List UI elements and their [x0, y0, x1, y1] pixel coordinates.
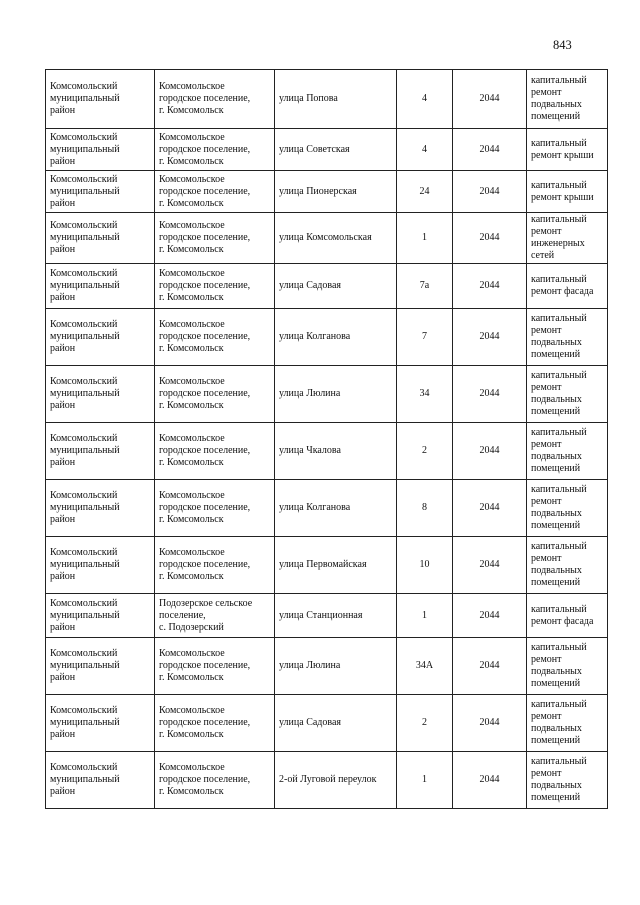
street-cell: улица Садовая	[275, 264, 397, 309]
house-number-cell: 1	[397, 594, 453, 638]
work-type-cell: капитальный ремонт подвальных помещений	[527, 638, 608, 695]
house-number-cell: 8	[397, 480, 453, 537]
settlement-cell: Комсомольское городское поселение, г. Комсомольск	[155, 638, 275, 695]
street-cell: улица Колганова	[275, 309, 397, 366]
table-row	[46, 264, 608, 309]
year-cell: 2044	[453, 309, 527, 366]
table-row	[46, 480, 608, 537]
work-type-cell: капитальный ремонт подвальных помещений	[527, 309, 608, 366]
table-row	[46, 594, 608, 638]
year-cell: 2044	[453, 171, 527, 213]
work-type-cell: капитальный ремонт фасада	[527, 594, 608, 638]
year-cell: 2044	[453, 752, 527, 809]
settlement-cell: Комсомольское городское поселение, г. Комсомольск	[155, 129, 275, 171]
street-cell: улица Первомайская	[275, 537, 397, 594]
work-type-cell: капитальный ремонт крыши	[527, 171, 608, 213]
street-cell: улица Комсомольская	[275, 213, 397, 264]
settlement-cell: Подозерское сельское поселение, с. Подозерский	[155, 594, 275, 638]
settlement-cell: Комсомольское городское поселение, г. Комсомольск	[155, 70, 275, 129]
district-cell: Комсомольский муниципальный район	[46, 213, 155, 264]
street-cell: улица Люлина	[275, 366, 397, 423]
work-type-cell: капитальный ремонт подвальных помещений	[527, 70, 608, 129]
year-cell: 2044	[453, 129, 527, 171]
page-number: 843	[553, 38, 572, 52]
work-type-cell: капитальный ремонт подвальных помещений	[527, 423, 608, 480]
settlement-cell: Комсомольское городское поселение, г. Комсомольск	[155, 423, 275, 480]
house-number-cell: 2	[397, 695, 453, 752]
year-cell: 2044	[453, 594, 527, 638]
table-row	[46, 129, 608, 171]
street-cell: улица Чкалова	[275, 423, 397, 480]
district-cell: Комсомольский муниципальный район	[46, 480, 155, 537]
district-cell: Комсомольский муниципальный район	[46, 695, 155, 752]
district-cell: Комсомольский муниципальный район	[46, 309, 155, 366]
street-cell: 2-ой Луговой переулок	[275, 752, 397, 809]
settlement-cell: Комсомольское городское поселение, г. Комсомольск	[155, 309, 275, 366]
repair-schedule-table	[45, 69, 608, 809]
work-type-cell: капитальный ремонт подвальных помещений	[527, 537, 608, 594]
house-number-cell: 24	[397, 171, 453, 213]
table-row	[46, 638, 608, 695]
house-number-cell: 7	[397, 309, 453, 366]
district-cell: Комсомольский муниципальный район	[46, 171, 155, 213]
district-cell: Комсомольский муниципальный район	[46, 537, 155, 594]
table-row	[46, 752, 608, 809]
settlement-cell: Комсомольское городское поселение, г. Комсомольск	[155, 537, 275, 594]
house-number-cell: 4	[397, 129, 453, 171]
table-row	[46, 70, 608, 129]
year-cell: 2044	[453, 423, 527, 480]
street-cell: улица Станционная	[275, 594, 397, 638]
house-number-cell: 2	[397, 423, 453, 480]
settlement-cell: Комсомольское городское поселение, г. Комсомольск	[155, 480, 275, 537]
street-cell: улица Пионерская	[275, 171, 397, 213]
year-cell: 2044	[453, 638, 527, 695]
district-cell: Комсомольский муниципальный район	[46, 264, 155, 309]
street-cell: улица Люлина	[275, 638, 397, 695]
table-row	[46, 213, 608, 264]
work-type-cell: капитальный ремонт подвальных помещений	[527, 480, 608, 537]
table-row	[46, 423, 608, 480]
year-cell: 2044	[453, 70, 527, 129]
work-type-cell: капитальный ремонт подвальных помещений	[527, 752, 608, 809]
house-number-cell: 7а	[397, 264, 453, 309]
district-cell: Комсомольский муниципальный район	[46, 423, 155, 480]
year-cell: 2044	[453, 264, 527, 309]
district-cell: Комсомольский муниципальный район	[46, 70, 155, 129]
settlement-cell: Комсомольское городское поселение, г. Комсомольск	[155, 752, 275, 809]
table-row	[46, 309, 608, 366]
work-type-cell: капитальный ремонт инженерных сетей	[527, 213, 608, 264]
work-type-cell: капитальный ремонт крыши	[527, 129, 608, 171]
house-number-cell: 1	[397, 213, 453, 264]
house-number-cell: 34А	[397, 638, 453, 695]
settlement-cell: Комсомольское городское поселение, г. Комсомольск	[155, 366, 275, 423]
table-body	[46, 70, 608, 809]
house-number-cell: 4	[397, 70, 453, 129]
district-cell: Комсомольский муниципальный район	[46, 594, 155, 638]
work-type-cell: капитальный ремонт фасада	[527, 264, 608, 309]
house-number-cell: 34	[397, 366, 453, 423]
table-row	[46, 171, 608, 213]
district-cell: Комсомольский муниципальный район	[46, 366, 155, 423]
table-row	[46, 537, 608, 594]
work-type-cell: капитальный ремонт подвальных помещений	[527, 695, 608, 752]
district-cell: Комсомольский муниципальный район	[46, 129, 155, 171]
year-cell: 2044	[453, 366, 527, 423]
street-cell: улица Попова	[275, 70, 397, 129]
year-cell: 2044	[453, 695, 527, 752]
house-number-cell: 10	[397, 537, 453, 594]
settlement-cell: Комсомольское городское поселение, г. Комсомольск	[155, 264, 275, 309]
table-row	[46, 695, 608, 752]
year-cell: 2044	[453, 537, 527, 594]
year-cell: 2044	[453, 480, 527, 537]
district-cell: Комсомольский муниципальный район	[46, 638, 155, 695]
work-type-cell: капитальный ремонт подвальных помещений	[527, 366, 608, 423]
district-cell: Комсомольский муниципальный район	[46, 752, 155, 809]
street-cell: улица Садовая	[275, 695, 397, 752]
street-cell: улица Советская	[275, 129, 397, 171]
house-number-cell: 1	[397, 752, 453, 809]
settlement-cell: Комсомольское городское поселение, г. Комсомольск	[155, 695, 275, 752]
settlement-cell: Комсомольское городское поселение, г. Комсомольск	[155, 171, 275, 213]
table-row	[46, 366, 608, 423]
street-cell: улица Колганова	[275, 480, 397, 537]
settlement-cell: Комсомольское городское поселение, г. Комсомольск	[155, 213, 275, 264]
year-cell: 2044	[453, 213, 527, 264]
